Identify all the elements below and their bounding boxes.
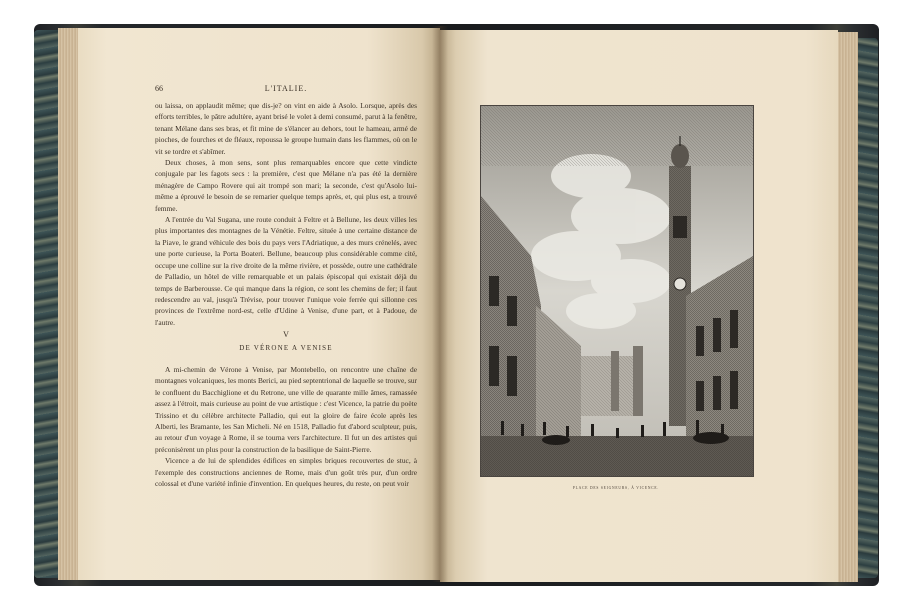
paragraph: A l'entrée du Val Sugana, une route conduit à Feltre et à Bellune, les deux villes les plus importantes des montagnes de la Vénétie. Feltre, située à une certaine distance de la Piave, le grand véhicule des bois du pays vers l'Adriatique, a des murs crénelés, avec une porte curieuse, la Porta Boateri. Bellune, beaucoup plus considérable comme cité, occupe une colline sur la rive droite de la même rivière, et possède, outre une cathédrale de Palladio, un hôtel de ville remarquable et un palais épiscopal qui existait déjà du temps de Barberousse. Ce qui manque dans la région, ce sont les chemins de fer; il faut redescendre au val, jusqu'à Trévise, pour trouver l'unique voie ferrée qui sillonne ces provinces de l'extrême nord-est, celle d'Udine à Venise, d'une part, et à Padoue, de l'autre. — [155, 215, 417, 327]
text-block-bottom — [155, 364, 417, 489]
section-title: DE VÉRONE A VENISE — [239, 344, 333, 352]
running-head: L'ITALIE. — [264, 84, 308, 93]
piazza-engraving — [481, 106, 753, 476]
paragraph: ou laissa, on applaudit même; que dis-je? on vint en aide à Asolo. Lorsque, après des efforts terribles, le pâtre adultère, ayant brisé le volet à demi consumé, parut à la fenêtre, tenant Mélane dans ses bras, et fit mine de s'élancer au dehors, tout le hameau, armé de pioches, de fourches et de fléaux, repoussa le groupe humain dans les flammes, où on le vit se tordre et s'abîmer. — [155, 101, 417, 156]
page-edges-right — [836, 32, 858, 582]
page-header — [155, 84, 417, 96]
page-number: 66 — [155, 84, 163, 93]
paragraph: Vicence a de lui de splendides édifices en simples briques recouvertes de stuc, à l'exemple des constructions anciennes de Rome, mais d'un goût très pur, d'un ordre colossal et d'une variété infinie d'invention. En quelques heures, du reste, on peut voir — [155, 456, 417, 489]
marbled-edge-right — [856, 38, 878, 578]
paragraph: A mi-chemin de Vérone à Venise, par Montebello, on rencontre une chaîne de montagnes volcaniques, les monts Berici, au pied septentrional de laquelle se trouve, sur le confluent du Bacchiglione et du Retrone, une ville de quarante mille âmes, ramassée assez à l'étroit, mais curieuse au point de vue artistique : c'est Vicence, la patrie du poète Trissino et du célèbre architecte Palladio, qui eut la gloire de faire école après les Alberti, les Bramante, les San Micheli. Né en 1518, Palladio fut d'abord sculpteur, puis, au retour d'un voyage à Rome, il se tourna vers l'architecture. Il fut un des artistes qui préconisèrent un plus pour la construction de la basilique de Saint-Pierre. — [155, 365, 417, 454]
marbled-edge-left — [34, 30, 60, 578]
distant-buildings — [581, 346, 643, 416]
text-block-top — [155, 100, 417, 328]
paragraph: Deux choses, à mon sens, sont plus remarquables encore que cette vindicte conjugale par les fagots secs : la première, c'est que Mélane n'a pas été la dernière ménagère de Campo Rovere qui ait trompé son mari; la seconde, c'est qu'Asolo lui-même a éprouvé le besoin de se remarier quelque temps après, et, qui plus est, a trouvé femme. — [155, 158, 417, 213]
engraving-illustration — [480, 105, 754, 477]
book-gutter — [432, 26, 448, 582]
page-edges-left — [58, 28, 80, 580]
section-number: V — [283, 330, 289, 339]
illustration-caption: PLACE DES SEIGNEURS, À VICENCE. — [572, 486, 660, 490]
